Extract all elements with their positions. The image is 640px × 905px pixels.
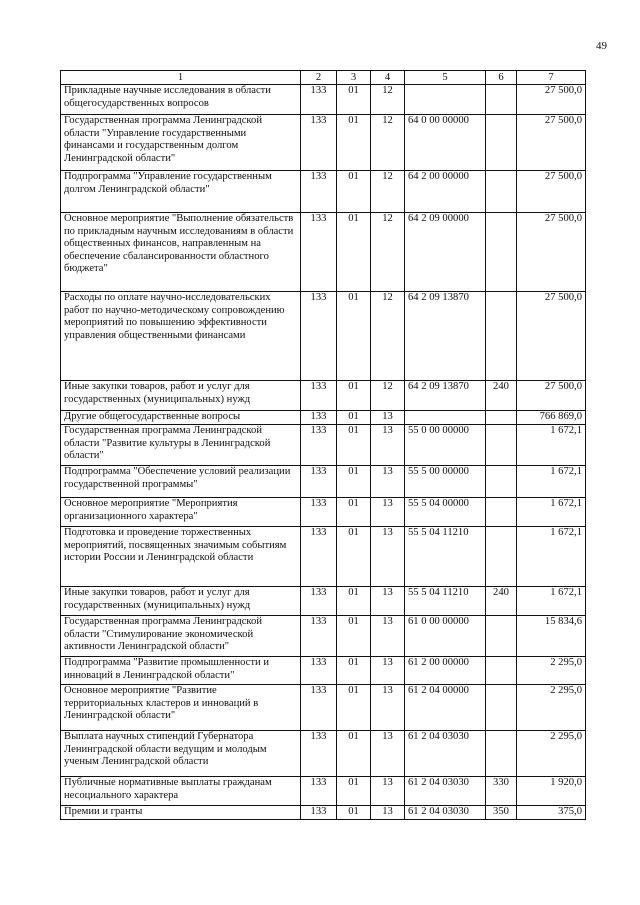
cell-amount: 27 500,0 bbox=[517, 292, 586, 381]
cell-ministry: 133 bbox=[301, 115, 337, 171]
cell-ministry: 133 bbox=[301, 587, 337, 616]
cell-expense-type: 330 bbox=[486, 777, 517, 806]
cell-ministry: 133 bbox=[301, 425, 337, 466]
cell-amount: 15 834,6 bbox=[517, 616, 586, 657]
cell-target-code: 61 2 04 03030 bbox=[405, 777, 486, 806]
cell-expense-type bbox=[486, 171, 517, 213]
cell-ministry: 133 bbox=[301, 685, 337, 731]
cell-ministry: 133 bbox=[301, 171, 337, 213]
cell-expense-type bbox=[486, 85, 517, 115]
table-row bbox=[61, 466, 586, 498]
cell-subsection: 13 bbox=[371, 616, 405, 657]
cell-section: 01 bbox=[337, 466, 371, 498]
cell-name: Премии и гранты bbox=[61, 806, 301, 820]
table-row bbox=[61, 425, 586, 466]
cell-target-code: 61 2 04 03030 bbox=[405, 806, 486, 820]
cell-section: 01 bbox=[337, 498, 371, 527]
cell-amount: 2 295,0 bbox=[517, 685, 586, 731]
cell-expense-type bbox=[486, 425, 517, 466]
table-row bbox=[61, 171, 586, 213]
cell-amount: 27 500,0 bbox=[517, 171, 586, 213]
cell-amount: 1 672,1 bbox=[517, 587, 586, 616]
table-row bbox=[61, 731, 586, 777]
cell-amount: 2 295,0 bbox=[517, 657, 586, 685]
cell-section: 01 bbox=[337, 685, 371, 731]
cell-expense-type bbox=[486, 657, 517, 685]
cell-amount: 27 500,0 bbox=[517, 213, 586, 292]
cell-expense-type bbox=[486, 685, 517, 731]
cell-subsection: 13 bbox=[371, 527, 405, 587]
cell-subsection: 13 bbox=[371, 777, 405, 806]
cell-name: Основное мероприятие "Развитие территориальных кластеров и инноваций в Ленинградской области" bbox=[61, 685, 301, 731]
cell-section: 01 bbox=[337, 777, 371, 806]
cell-subsection: 13 bbox=[371, 657, 405, 685]
table-row bbox=[61, 85, 586, 115]
cell-section: 01 bbox=[337, 411, 371, 425]
cell-amount: 766 869,0 bbox=[517, 411, 586, 425]
cell-expense-type bbox=[486, 292, 517, 381]
cell-amount: 1 672,1 bbox=[517, 425, 586, 466]
cell-target-code: 64 2 09 13870 bbox=[405, 292, 486, 381]
cell-name: Государственная программа Ленинградской области "Развитие культуры в Ленинградской области" bbox=[61, 425, 301, 466]
budget-table bbox=[60, 70, 586, 820]
cell-subsection: 13 bbox=[371, 587, 405, 616]
cell-name: Выплата научных стипендий Губернатора Ленинградской области ведущим и молодым ученым Ленинградской области bbox=[61, 731, 301, 777]
cell-target-code: 64 2 09 00000 bbox=[405, 213, 486, 292]
cell-subsection: 12 bbox=[371, 213, 405, 292]
cell-target-code: 55 5 04 11210 bbox=[405, 587, 486, 616]
cell-section: 01 bbox=[337, 171, 371, 213]
table-row bbox=[61, 616, 586, 657]
cell-name: Государственная программа Ленинградской области "Управление государственными финансами и государственным долгом Ленинградской области" bbox=[61, 115, 301, 171]
cell-target-code: 61 0 00 00000 bbox=[405, 616, 486, 657]
cell-ministry: 133 bbox=[301, 411, 337, 425]
cell-section: 01 bbox=[337, 381, 371, 411]
cell-subsection: 12 bbox=[371, 381, 405, 411]
cell-expense-type bbox=[486, 213, 517, 292]
cell-section: 01 bbox=[337, 731, 371, 777]
table-row bbox=[61, 527, 586, 587]
cell-name: Публичные нормативные выплаты гражданам несоциального характера bbox=[61, 777, 301, 806]
cell-section: 01 bbox=[337, 292, 371, 381]
table-row bbox=[61, 777, 586, 806]
column-header: 6 bbox=[486, 71, 517, 85]
cell-name: Государственная программа Ленинградской области "Стимулирование экономической активности Ленинградской области" bbox=[61, 616, 301, 657]
cell-section: 01 bbox=[337, 806, 371, 820]
cell-amount: 27 500,0 bbox=[517, 115, 586, 171]
cell-amount: 2 295,0 bbox=[517, 731, 586, 777]
cell-section: 01 bbox=[337, 115, 371, 171]
cell-subsection: 13 bbox=[371, 806, 405, 820]
cell-name: Расходы по оплате научно-исследовательских работ по научно-методическому сопровождению мероприятий по повышению эффективности управления общественными финансами bbox=[61, 292, 301, 381]
cell-expense-type bbox=[486, 411, 517, 425]
table-row bbox=[61, 381, 586, 411]
cell-section: 01 bbox=[337, 616, 371, 657]
cell-subsection: 12 bbox=[371, 292, 405, 381]
table-row bbox=[61, 657, 586, 685]
cell-amount: 1 672,1 bbox=[517, 498, 586, 527]
cell-ministry: 133 bbox=[301, 731, 337, 777]
cell-ministry: 133 bbox=[301, 616, 337, 657]
table-row bbox=[61, 411, 586, 425]
cell-expense-type bbox=[486, 466, 517, 498]
cell-expense-type: 240 bbox=[486, 381, 517, 411]
cell-name: Прикладные научные исследования в области общегосударственных вопросов bbox=[61, 85, 301, 115]
cell-target-code: 64 2 00 00000 bbox=[405, 171, 486, 213]
cell-section: 01 bbox=[337, 527, 371, 587]
cell-subsection: 12 bbox=[371, 85, 405, 115]
cell-expense-type bbox=[486, 527, 517, 587]
column-header: 1 bbox=[61, 71, 301, 85]
cell-ministry: 133 bbox=[301, 466, 337, 498]
cell-amount: 375,0 bbox=[517, 806, 586, 820]
cell-name: Иные закупки товаров, работ и услуг для государственных (муниципальных) нужд bbox=[61, 381, 301, 411]
cell-expense-type: 350 bbox=[486, 806, 517, 820]
cell-target-code bbox=[405, 411, 486, 425]
cell-expense-type bbox=[486, 115, 517, 171]
cell-expense-type bbox=[486, 616, 517, 657]
cell-name: Другие общегосударственные вопросы bbox=[61, 411, 301, 425]
cell-section: 01 bbox=[337, 587, 371, 616]
cell-name: Иные закупки товаров, работ и услуг для государственных (муниципальных) нужд bbox=[61, 587, 301, 616]
cell-target-code: 55 5 04 00000 bbox=[405, 498, 486, 527]
cell-subsection: 13 bbox=[371, 411, 405, 425]
page-number: 49 bbox=[596, 40, 607, 52]
column-header: 7 bbox=[517, 71, 586, 85]
table-row bbox=[61, 115, 586, 171]
cell-expense-type: 240 bbox=[486, 587, 517, 616]
table-row bbox=[61, 806, 586, 820]
table-row bbox=[61, 498, 586, 527]
table-header-row bbox=[61, 71, 586, 85]
cell-target-code: 61 2 00 00000 bbox=[405, 657, 486, 685]
cell-ministry: 133 bbox=[301, 657, 337, 685]
cell-name: Основное мероприятие "Выполнение обязательств по прикладным научным исследованиям в области общественных финансов, направленным на обеспечение сбалансированности областного бюджета" bbox=[61, 213, 301, 292]
cell-ministry: 133 bbox=[301, 777, 337, 806]
cell-ministry: 133 bbox=[301, 213, 337, 292]
cell-ministry: 133 bbox=[301, 85, 337, 115]
cell-name: Подпрограмма "Развитие промышленности и инноваций в Ленинградской области" bbox=[61, 657, 301, 685]
cell-amount: 1 672,1 bbox=[517, 466, 586, 498]
cell-section: 01 bbox=[337, 425, 371, 466]
cell-name: Подготовка и проведение торжественных мероприятий, посвященных значимым событиям истории России и Ленинградской области bbox=[61, 527, 301, 587]
cell-subsection: 12 bbox=[371, 171, 405, 213]
cell-amount: 1 672,1 bbox=[517, 527, 586, 587]
column-header: 2 bbox=[301, 71, 337, 85]
cell-target-code: 64 2 09 13870 bbox=[405, 381, 486, 411]
cell-section: 01 bbox=[337, 213, 371, 292]
cell-target-code bbox=[405, 85, 486, 115]
cell-section: 01 bbox=[337, 85, 371, 115]
cell-section: 01 bbox=[337, 657, 371, 685]
table-row bbox=[61, 685, 586, 731]
cell-ministry: 133 bbox=[301, 498, 337, 527]
cell-target-code: 61 2 04 00000 bbox=[405, 685, 486, 731]
table-row bbox=[61, 213, 586, 292]
cell-subsection: 13 bbox=[371, 731, 405, 777]
cell-target-code: 55 5 04 11210 bbox=[405, 527, 486, 587]
column-header: 5 bbox=[405, 71, 486, 85]
column-header: 3 bbox=[337, 71, 371, 85]
cell-subsection: 13 bbox=[371, 498, 405, 527]
cell-amount: 1 920,0 bbox=[517, 777, 586, 806]
column-header: 4 bbox=[371, 71, 405, 85]
cell-subsection: 12 bbox=[371, 115, 405, 171]
cell-name: Основное мероприятие "Мероприятия организационного характера" bbox=[61, 498, 301, 527]
cell-ministry: 133 bbox=[301, 806, 337, 820]
cell-target-code: 55 5 00 00000 bbox=[405, 466, 486, 498]
cell-name: Подпрограмма "Обеспечение условий реализации государственной программы" bbox=[61, 466, 301, 498]
table-row bbox=[61, 292, 586, 381]
cell-ministry: 133 bbox=[301, 292, 337, 381]
cell-expense-type bbox=[486, 731, 517, 777]
cell-target-code: 55 0 00 00000 bbox=[405, 425, 486, 466]
cell-ministry: 133 bbox=[301, 527, 337, 587]
cell-subsection: 13 bbox=[371, 466, 405, 498]
cell-subsection: 13 bbox=[371, 685, 405, 731]
cell-amount: 27 500,0 bbox=[517, 85, 586, 115]
cell-target-code: 64 0 00 00000 bbox=[405, 115, 486, 171]
cell-ministry: 133 bbox=[301, 381, 337, 411]
cell-target-code: 61 2 04 03030 bbox=[405, 731, 486, 777]
table-row bbox=[61, 587, 586, 616]
cell-expense-type bbox=[486, 498, 517, 527]
cell-name: Подпрограмма "Управление государственным долгом Ленинградской области" bbox=[61, 171, 301, 213]
cell-subsection: 13 bbox=[371, 425, 405, 466]
cell-amount: 27 500,0 bbox=[517, 381, 586, 411]
